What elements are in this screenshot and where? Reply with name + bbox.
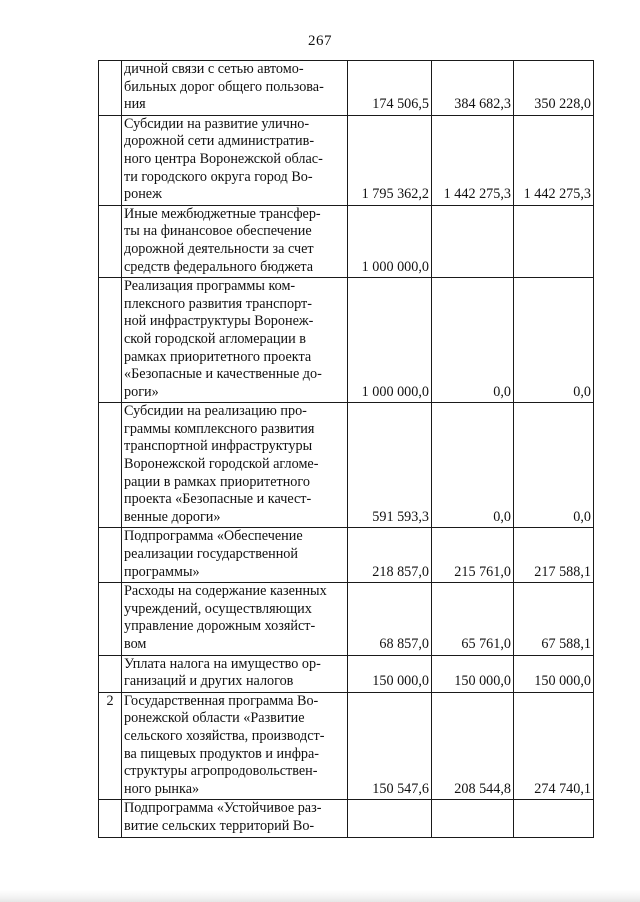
value-2019-cell: 218 857,0 [348,528,432,583]
value-2021-cell: 150 000,0 [514,655,594,692]
page-number: 267 [308,33,332,49]
value-2020-cell: 1 442 275,3 [432,115,514,205]
row-name-cell: Реализация программы ком- плексного развития транспорт- ной инфраструктуры Воронеж- ской городской агломерации в рамках приоритетного проекта «Безопасные и качественные до- роги» [122,278,348,403]
row-name-cell: Расходы на содержание казенных учреждений, осуществляющих управление дорожным хозяйст- вом [122,583,348,655]
row-number-cell [99,655,122,692]
table-row [99,403,594,528]
table-row [99,61,594,116]
row-name-cell: Субсидии на развитие улично- дорожной сети административ- ного центра Воронежской облас- ти городского округа город Во- ронеж [122,115,348,205]
row-name-cell: дичной связи с сетью автомо- бильных дорог общего пользова- ния [122,61,348,116]
value-2020-cell [432,205,514,277]
value-2019-cell: 150 000,0 [348,655,432,692]
table-row [99,278,594,403]
row-number-cell [99,61,122,116]
value-2019-cell: 68 857,0 [348,583,432,655]
row-name-cell: Государственная программа Во- ронежской области «Развитие сельского хозяйства, производст- ва пищевых продуктов и инфра- структуры агропродовольствен- ного рынка» [122,692,348,800]
table-row [99,692,594,800]
value-2019-cell: 174 506,5 [348,61,432,116]
value-2021-cell: 0,0 [514,278,594,403]
table-row [99,115,594,205]
value-2020-cell: 215 761,0 [432,528,514,583]
value-2019-cell: 150 547,6 [348,692,432,800]
value-2021-cell: 1 442 275,3 [514,115,594,205]
value-2021-cell: 0,0 [514,403,594,528]
value-2020-cell: 65 761,0 [432,583,514,655]
value-2021-cell: 67 588,1 [514,583,594,655]
row-name-cell: Субсидии на реализацию про- граммы комплексного развития транспортной инфраструктуры Воронежской городской агломе- рации в рамках приоритетного проекта «Безопасные и качест- венные дороги» [122,403,348,528]
value-2021-cell: 274 740,1 [514,692,594,800]
row-number-cell [99,278,122,403]
row-name-cell: Уплата налога на имущество ор- ганизаций и других налогов [122,655,348,692]
value-2021-cell: 217 588,1 [514,528,594,583]
value-2020-cell: 384 682,3 [432,61,514,116]
value-2020-cell: 208 544,8 [432,692,514,800]
row-number-cell [99,528,122,583]
row-name-cell: Подпрограмма «Обеспечение реализации государственной программы» [122,528,348,583]
row-number-cell [99,583,122,655]
value-2021-cell [514,205,594,277]
value-2019-cell: 1 000 000,0 [348,205,432,277]
table-row [99,205,594,277]
row-number-cell [99,403,122,528]
row-number-cell [99,800,122,837]
value-2019-cell: 1 000 000,0 [348,278,432,403]
value-2020-cell: 0,0 [432,278,514,403]
value-2019-cell: 1 795 362,2 [348,115,432,205]
value-2019-cell [348,800,432,837]
value-2021-cell: 350 228,0 [514,61,594,116]
table-row [99,800,594,837]
table-row [99,583,594,655]
table-row [99,528,594,583]
scan-bottom-edge [0,890,640,902]
budget-table [98,60,594,838]
row-number-cell: 2 [99,692,122,800]
row-number-cell [99,115,122,205]
value-2020-cell: 0,0 [432,403,514,528]
value-2020-cell [432,800,514,837]
row-name-cell: Иные межбюджетные трансфер- ты на финансовое обеспечение дорожной деятельности за счет средств федерального бюджета [122,205,348,277]
value-2020-cell: 150 000,0 [432,655,514,692]
value-2021-cell [514,800,594,837]
value-2019-cell: 591 593,3 [348,403,432,528]
table-row [99,655,594,692]
row-number-cell [99,205,122,277]
row-name-cell: Подпрограмма «Устойчивое раз- витие сельских территорий Во- [122,800,348,837]
